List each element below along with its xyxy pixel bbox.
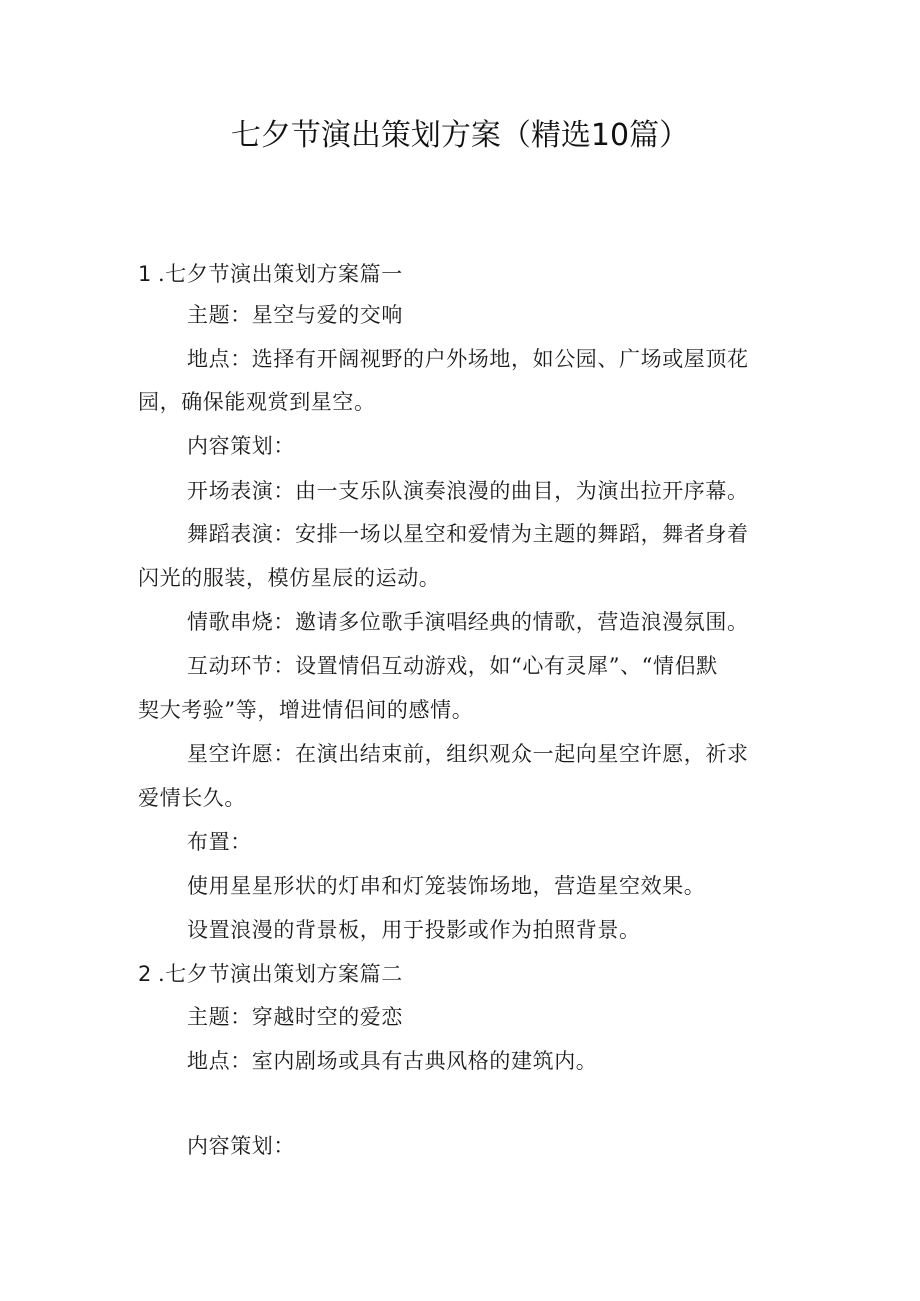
section-1-dance-line-1: 舞蹈表演：安排一场以星空和爱情为主题的舞蹈，舞者身着 — [187, 522, 749, 546]
section-1-wish-line-1: 星空许愿：在演出结束前，组织观众一起向星空许愿，祈求 — [187, 742, 749, 766]
section-1-wish-line-2: 爱情长久。 — [138, 786, 246, 810]
section-1-dance-line-2: 闪光的服装，模仿星辰的运动。 — [138, 566, 441, 590]
section-2-heading — [138, 956, 403, 992]
section-1-interact-line-2: 契大考验”等，增进情侣间的感情。 — [138, 698, 474, 722]
section-2-content-label: 内容策划： — [187, 1134, 295, 1158]
section-2-number: 2 — [138, 962, 152, 986]
section-1-theme: 主题：星空与爱的交响 — [187, 303, 403, 327]
section-1-layout-item-2: 设置浪漫的背景板，用于投影或作为拍照背景。 — [187, 918, 641, 942]
section-1-location-line-1: 地点：选择有开阔视野的户外场地，如公园、广场或屋顶花 — [187, 347, 749, 371]
section-1-heading — [138, 256, 403, 292]
section-1-medley: 情歌串烧：邀请多位歌手演唱经典的情歌，营造浪漫氛围。 — [187, 610, 749, 634]
section-2-heading-text: .七夕节演出策划方案篇二 — [157, 962, 403, 986]
section-1-layout-item-1: 使用星星形状的灯串和灯笼装饰场地，营造星空效果。 — [187, 874, 706, 898]
section-1-opening: 开场表演：由一支乐队演奏浪漫的曲目，为演出拉开序幕。 — [187, 479, 749, 503]
section-1-location-line-2: 园，确保能观赏到星空。 — [138, 390, 376, 414]
section-1-interact-line-1: 互动环节：设置情侣互动游戏，如“心有灵犀”、“情侣默 — [187, 654, 718, 678]
section-1-content-label: 内容策划： — [187, 434, 295, 458]
section-2-location: 地点：室内剧场或具有古典风格的建筑内。 — [187, 1049, 598, 1073]
section-1-layout-label: 布置： — [187, 830, 252, 854]
section-1-number: 1 — [138, 262, 152, 286]
section-2-theme: 主题：穿越时空的爱恋 — [187, 1005, 403, 1029]
document-title: 七夕节演出策划方案（精选10篇） — [230, 118, 690, 153]
section-1-heading-text: .七夕节演出策划方案篇一 — [157, 262, 403, 286]
